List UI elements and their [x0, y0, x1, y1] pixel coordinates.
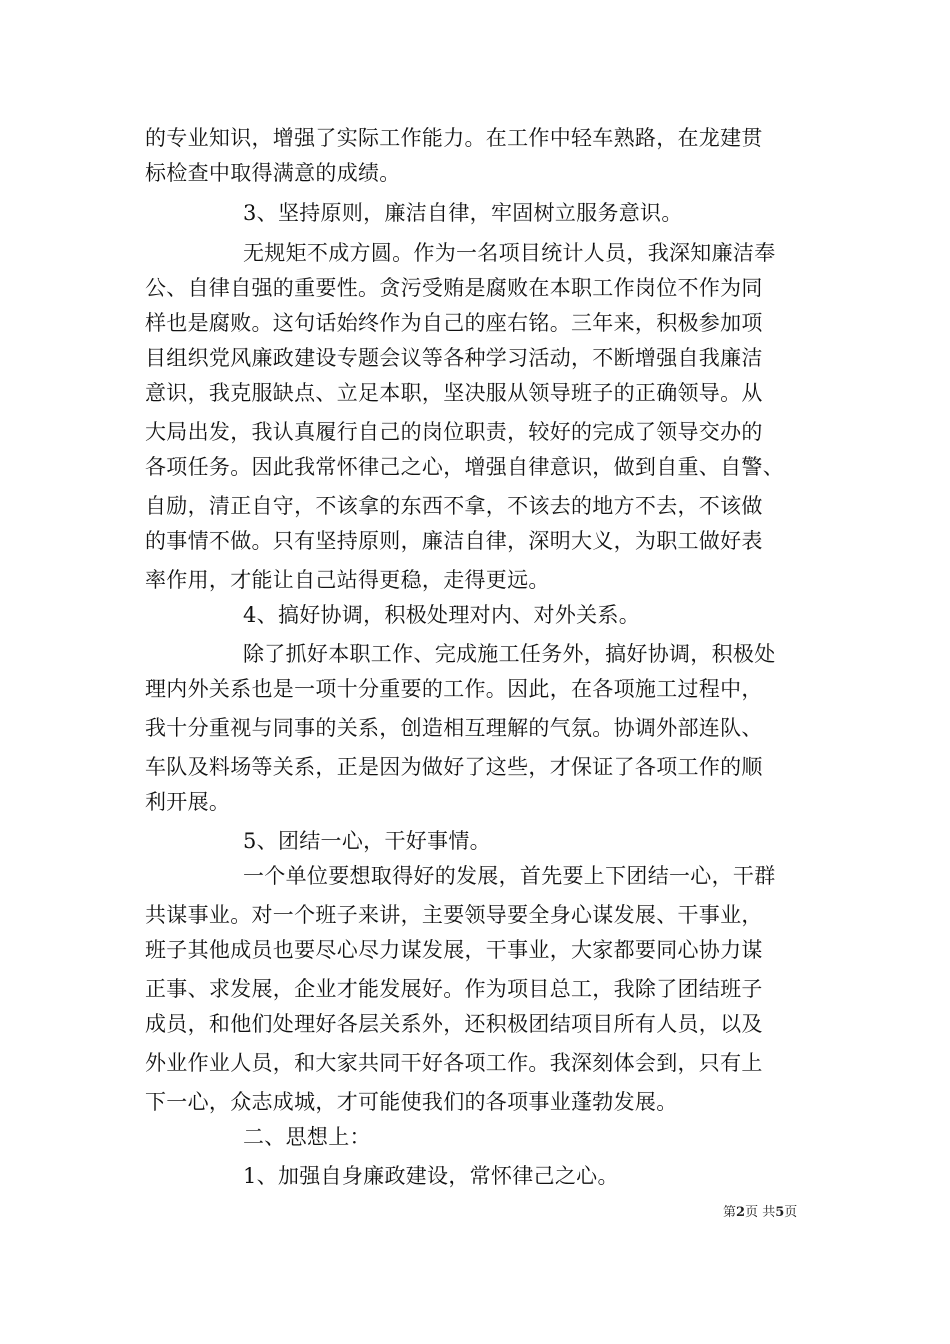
text-line: 率作用，才能让自己站得更稳，走得更远。	[145, 568, 550, 592]
text-line: 我十分重视与同事的关系，创造相互理解的气氛。协调外部连队、	[145, 716, 763, 740]
footer-middle: 页 共	[745, 1205, 776, 1220]
text-line: 目组织党风廉政建设专题会议等各种学习活动，不断增强自我廉洁	[145, 346, 763, 370]
text-line: 大局出发，我认真履行自己的岗位职责，较好的完成了领导交办的	[145, 420, 763, 444]
text-line: 外业作业人员，和大家共同干好各项工作。我深刻体会到，只有上	[145, 1051, 763, 1075]
paragraph-start: 除了抓好本职工作、完成施工任务外，搞好协调，积极处	[243, 642, 776, 666]
section-heading: 二、思想上：	[243, 1125, 371, 1149]
footer-suffix: 页	[784, 1205, 798, 1220]
text-line: 共谋事业。对一个班子来讲，主要领导要全身心谋发展、干事业，	[145, 903, 763, 927]
text-line: 标检查中取得满意的成绩。	[145, 161, 401, 185]
page-number-footer	[723, 1205, 797, 1221]
text-line: 班子其他成员也要尽心尽力谋发展，干事业，大家都要同心协力谋	[145, 938, 763, 962]
text-line: 正事、求发展，企业才能发展好。作为项目总工，我除了团结班子	[145, 977, 763, 1001]
text-line: 的专业知识，增强了实际工作能力。在工作中轻车熟路，在龙建贯	[145, 126, 763, 150]
section-heading: 5、团结一心，干好事情。	[243, 829, 491, 853]
footer-prefix: 第	[723, 1205, 737, 1220]
section-heading: 4、搞好协调，积极处理对内、对外关系。	[243, 603, 641, 627]
paragraph-start: 一个单位要想取得好的发展，首先要上下团结一心，干群	[243, 864, 776, 888]
paragraph-start: 无规矩不成方圆。作为一名项目统计人员，我深知廉洁奉	[243, 241, 776, 265]
text-line: 的事情不做。只有坚持原则，廉洁自律，深明大义，为职工做好表	[145, 529, 763, 553]
section-heading: 3、坚持原则，廉洁自律，牢固树立服务意识。	[243, 201, 683, 225]
text-line: 成员，和他们处理好各层关系外，还积极团结项目所有人员，以及	[145, 1012, 763, 1036]
text-line: 理内外关系也是一项十分重要的工作。因此，在各项施工过程中，	[145, 677, 763, 701]
text-line: 意识，我克服缺点、立足本职，坚决服从领导班子的正确领导。从	[145, 381, 763, 405]
section-heading: 1、加强自身廉政建设，常怀律己之心。	[243, 1164, 619, 1188]
current-page-number: 2	[736, 1205, 746, 1220]
text-line: 下一心，众志成城，才可能使我们的各项事业蓬勃发展。	[145, 1090, 678, 1114]
text-line: 利开展。	[145, 790, 231, 814]
text-line: 自励，清正自守，不该拿的东西不拿，不该去的地方不去，不该做	[145, 494, 763, 518]
text-line: 样也是腐败。这句话始终作为自己的座右铭。三年来，积极参加项	[145, 311, 763, 335]
text-line: 车队及料场等关系，正是因为做好了这些，才保证了各项工作的顺	[145, 755, 763, 779]
text-line: 公、自律自强的重要性。贪污受贿是腐败在本职工作岗位不作为同	[145, 276, 763, 300]
total-page-count: 5	[775, 1205, 785, 1220]
text-line: 各项任务。因此我常怀律己之心，增强自律意识，做到自重、自警、	[145, 455, 784, 479]
